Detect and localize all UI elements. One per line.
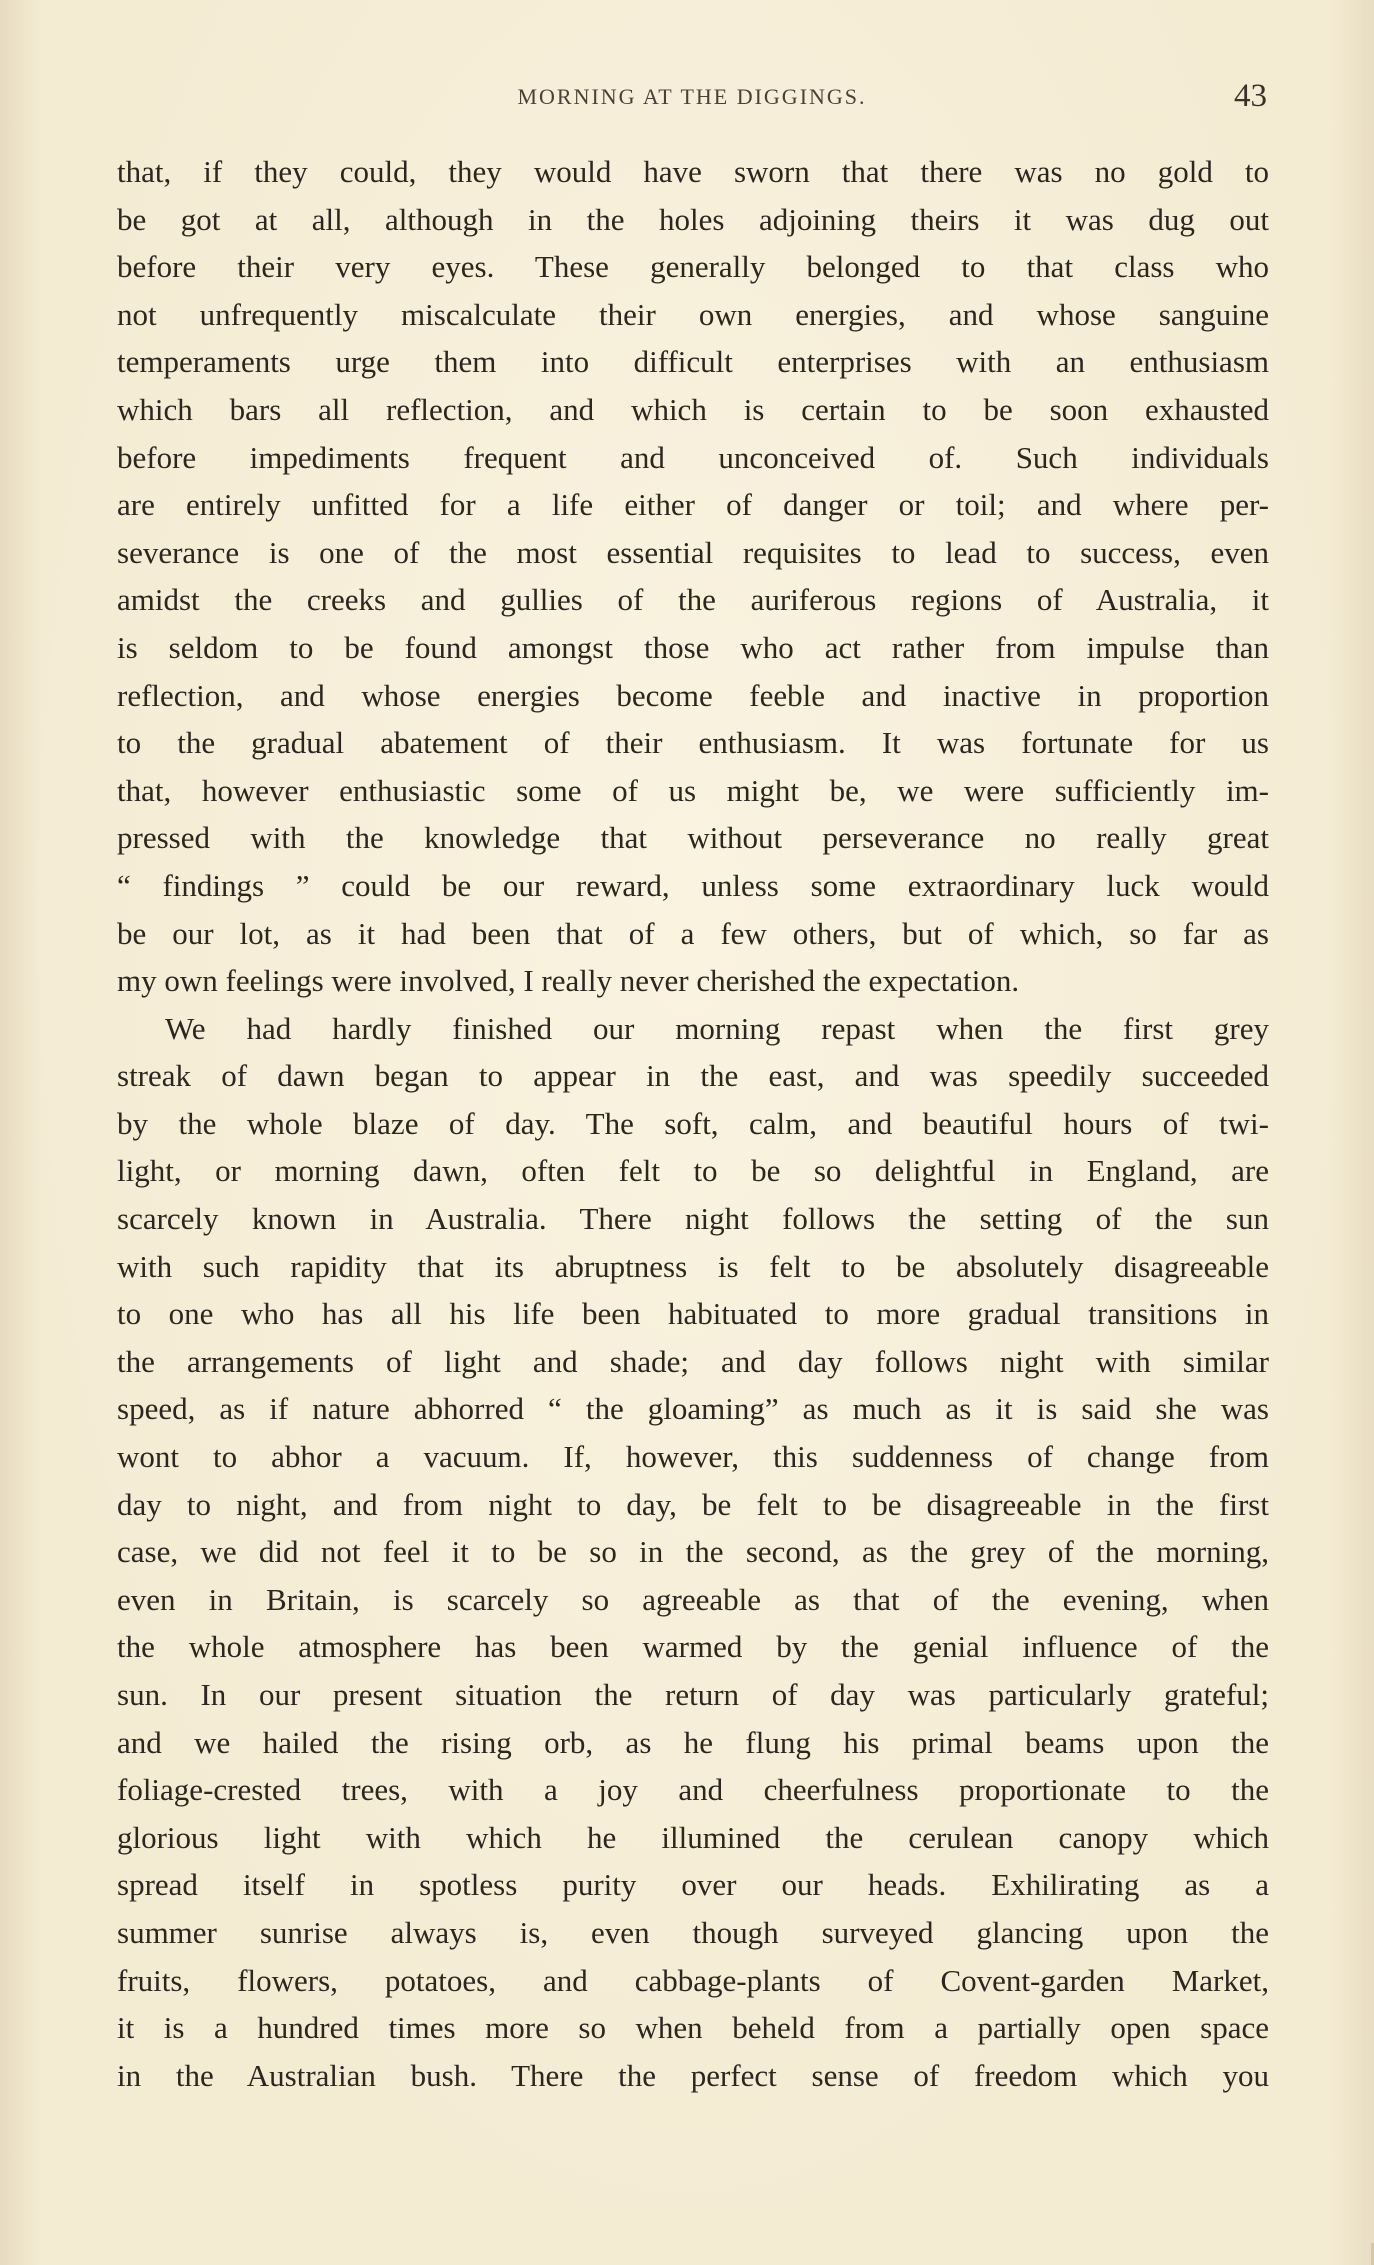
text-line: streak of dawn began to appear in the east, and was speedily succeeded: [117, 1058, 1269, 1094]
body-text: [117, 148, 1269, 2099]
text-line: “ findings ” could be our reward, unless some extraordinary luck would: [117, 867, 1269, 903]
text-line: by the whole blaze of day. The soft, calm, and beautiful hours of twi-: [117, 1105, 1269, 1141]
text-line: which bars all reflection, and which is certain to be soon exhausted: [117, 391, 1269, 427]
text-line: case, we did not feel it to be so in the second, as the grey of the morning,: [117, 1534, 1269, 1570]
text-line: before their very eyes. These generally belonged to that class who: [117, 249, 1269, 285]
text-line: that, if they could, they would have sworn that there was no gold to: [117, 154, 1269, 189]
text-line: not unfrequently miscalculate their own energies, and whose sanguine: [117, 296, 1269, 332]
text-line: spread itself in spotless purity over our heads. Exhilirating as a: [117, 1867, 1269, 1903]
text-line: light, or morning dawn, often felt to be so delightful in England, are: [117, 1153, 1269, 1189]
text-line: speed, as if nature abhorred “ the gloaming” as much as it is said she was: [117, 1391, 1269, 1427]
text-line: glorious light with which he illumined the cerulean canopy which: [117, 1819, 1269, 1855]
text-line: foliage-crested trees, with a joy and cheerfulness proportionate to the: [117, 1772, 1269, 1808]
text-line: scarcely known in Australia. There night follows the setting of the sun: [117, 1201, 1269, 1237]
text-line: amidst the creeks and gullies of the auriferous regions of Australia, it: [117, 582, 1269, 618]
text-line: severance is one of the most essential requisites to lead to success, even: [117, 534, 1269, 570]
text-line: be got at all, although in the holes adjoining theirs it was dug out: [117, 201, 1269, 237]
text-line: before impediments frequent and unconceived of. Such individuals: [117, 439, 1269, 475]
text-line: day to night, and from night to day, be felt to be disagreeable in the first: [117, 1486, 1269, 1522]
text-line: and we hailed the rising orb, as he flung his primal beams upon the: [117, 1724, 1269, 1760]
running-title: MORNING AT THE DIGGINGS.: [517, 84, 867, 109]
text-line: We had hardly finished our morning repast when the first grey: [165, 1010, 1269, 1046]
text-line: my own feelings were involved, I really never cherished the expectation.: [117, 963, 1020, 999]
text-line: wont to abhor a vacuum. If, however, this suddenness of change from: [117, 1439, 1269, 1475]
text-line: the whole atmosphere has been warmed by the genial influence of the: [117, 1629, 1269, 1665]
page-number: 43: [1234, 78, 1267, 114]
running-head: [117, 78, 1267, 118]
text-line: is seldom to be found amongst those who act rather from impulse than: [117, 629, 1269, 665]
text-line: to one who has all his life been habituated to more gradual transitions in: [117, 1296, 1269, 1332]
text-line: even in Britain, is scarcely so agreeable as that of the evening, when: [117, 1581, 1269, 1617]
text-line: to the gradual abatement of their enthusiasm. It was fortunate for us: [117, 725, 1269, 761]
text-line: temperaments urge them into difficult enterprises with an enthusiasm: [117, 344, 1269, 380]
text-line: in the Australian bush. There the perfect sense of freedom which you: [117, 2057, 1269, 2093]
text-line: fruits, flowers, potatoes, and cabbage-plants of Covent-garden Market,: [117, 1962, 1269, 1998]
text-line: the arrangements of light and shade; and day follows night with similar: [117, 1343, 1269, 1379]
text-line: reflection, and whose energies become feeble and inactive in proportion: [117, 677, 1269, 713]
text-line: sun. In our present situation the return of day was particularly grateful;: [117, 1677, 1269, 1712]
text-line: be our lot, as it had been that of a few others, but of which, so far as: [117, 915, 1269, 951]
text-line: with such rapidity that its abruptness is felt to be absolutely disagreeable: [117, 1248, 1269, 1284]
text-line: pressed with the knowledge that without perseverance no really great: [117, 820, 1269, 856]
text-line: that, however enthusiastic some of us might be, we were sufficiently im-: [117, 772, 1269, 808]
text-line: are entirely unfitted for a life either of danger or toil; and where per-: [117, 487, 1269, 523]
text-line: summer sunrise always is, even though surveyed glancing upon the: [117, 1914, 1269, 1950]
text-line: it is a hundred times more so when beheld from a partially open space: [117, 2010, 1269, 2046]
